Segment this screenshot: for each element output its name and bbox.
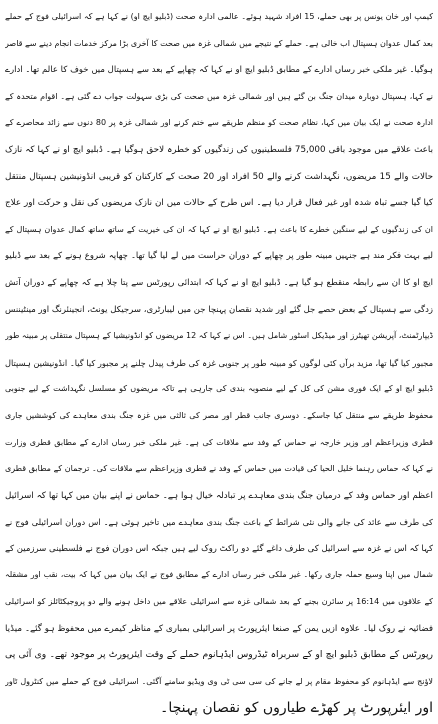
article-text-line: لیے بہت فکر مند ہے جنہیں مبینہ طور پر چھاپے کے دوران حراست میں لے لیا گیا تھا۔ چھاپہ شروع ہونے کے بعد سے ڈبلیو <box>5 251 433 262</box>
article-text-line: اور ایئرپورٹ پر کھڑے طیاروں کو نقصان پہنچا۔ <box>160 700 433 717</box>
article-text-line: زدگی سے ہسپتال کے بعض حصے جل گئے اور شدید نقصان پہنچا جن میں لیبارٹری، سرجیکل یونٹ، انجینئرنگ اور مینٹیننس <box>5 304 433 315</box>
article-text-line: محفوظ طریقے سے منتقل کیا جاسکے۔ دوسری جانب قطر اور مصر کی ثالثی میں غزہ جنگ بندی معاہدے کی کوششیں جاری <box>5 410 433 420</box>
article-text-line: ہوگیا۔ غیر ملکی خبر رساں ادارے کے مطابق ڈبلیو ایچ او نے کہا کہ چھاپے کے بعد سے ہسپتال میں خوف کا عالم تھا۔ ادارے <box>5 65 433 76</box>
article-text-line: ڈبلیو ایچ او کے ایک فوری مشن کی کل کے لیے منصوبہ بندی کی جارہی ہے تاکہ مریضوں کو مسلسل نگہداشت کے لیے جنوبی <box>5 384 433 394</box>
article-text-line: ڈیپارٹمنٹ، آپریشن تھیٹرز اور میڈیکل اسٹور شامل ہیں۔ اس نے کہا کہ 12 مریضوں کو انڈونیشیا کے ہسپتال منتقلی پر مبینہ طور <box>5 331 433 341</box>
article-text-line: کہا کہ اس نے غزہ سے اسرائیل کی طرف داغے گئے دو راکٹ روک لیے ہیں جبکہ اس دوران فوج نے فلسطینی سرزمین کے <box>5 543 433 554</box>
article-text-line: اعظم اور حماس وفد کے درمیان جنگ بندی معاہدے پر تبادلہ خیال ہوا ہے۔ حماس نے اپنے بیان میں کہا تھا کہ اسرائیل <box>5 490 433 501</box>
article-text-line: شمال میں اپنا وسیع حملہ جاری رکھا۔ غیر ملکی خبر رساں ادارے کے مطابق فوج نے ایک بیان میں کہا کہ بیت، نقب اور مشقلہ <box>5 570 433 580</box>
article-text-line: ان کی زندگیوں کے لیے سنگین خطرے کا باعث ہے۔ ڈبلیو ایچ او نے کہا کہ ان کی خیریت کے ساتھ ساتھ کمال عدوان ہسپتال کے <box>5 224 433 234</box>
article-text-line: نے کہا کہ حماس رہنما خلیل الحیا کی قیادت میں حماس کے وفد نے قطری وزیراعظم سے ملاقات کی۔ ترجمان کے مطابق قطری <box>5 464 433 474</box>
article-text-line: کی طرف سے عائد کی جانے والی نئی شرائط کے باعث جنگ بندی معاہدے میں تاخیر ہوئی ہے۔ اس دوران اسرائیلی فوج نے <box>5 517 433 528</box>
article-text-line: بعد کمال عدوان ہسپتال اب خالی ہے۔ حملے کے نتیجے میں شمالی غزہ میں صحت کا آخری بڑا مرکز خدمات انجام دینے سے قاصر <box>5 38 433 48</box>
article-text-line: لاؤنج سے ایڈہانوم کو محفوظ مقام پر لے جانے کی سی سی ٹی وی ویڈیو سامنے آگئی۔ اسرائیلی فوج کے حملے میں کنٹرول ٹاور <box>5 676 433 686</box>
article-text-line: نے کہا، ہسپتال دوبارہ میدان جنگ بن گئے ہیں اور شمالی غزہ میں صحت کی بڑی سہولت جواب دے گئی ہے۔ اقوام متحدہ کے <box>5 91 433 101</box>
article-text-line: کیا گیا جسے تباہ شدہ اور غیر فعال قرار دیا ہے۔ اس طرح کے حالات میں ان نازک مریضوں کی نقل و حرکت اور علاج <box>5 198 433 209</box>
article-text-line: کیمپ اور خان یونس پر بھی حملے، 15 افراد شہید ہوئے۔ عالمی ادارہ صحت (ڈبلیو ایچ او) نے کہا ہے کہ اسرائیلی فوج کے حملے <box>5 12 433 21</box>
article-text-line: ادارہ صحت نے ایک بیان میں کہا، نظام صحت کو منظم طریقے سے ختم کرنے اور شمالی غزہ پر 80 دنوں سے زائد محاصرے کے <box>5 118 433 128</box>
article-text-line: ایچ او کا ان سے رابطہ منقطع ہو گیا ہے۔ ڈبلیو ایچ او نے کہا کہ ابتدائی رپورٹس سے پتا چلا ہے کہ چھاپے کے دوران آتش <box>5 277 433 288</box>
article-text-line: مجبور کیا گیا تھا، مزید برآں کئی لوگوں کو مبینہ طور پر جنوبی غزہ کی طرف پیدل چلنے پر مجبور کیا گیا۔ انڈونیشین ہسپتال <box>5 357 433 368</box>
article-text-line: فضائیہ نے روک لیا۔ علاوہ ازیں یمن کے صنعا ایئرپورٹ پر اسرائیلی بمباری کے مناظر کیمرے میں محفوظ ہو گئے۔ میڈیا <box>5 623 433 634</box>
article-text-line: حالات والے 15 مریضوں، نگہداشت کرنے والے 50 افراد اور 20 صحت کے کارکنان کو قریبی انڈونیشین ہسپتال منتقل <box>5 171 433 182</box>
article-text-line: رپورٹس کے مطابق ڈبلیو ایچ او کے سربراہ ٹیڈروس ایڈہانوم حملے کے وقت ایئرپورٹ پر موجود تھے۔ وی آئی پی <box>5 649 433 661</box>
article-text-line: کے علاقوں میں 16:14 پر سائرن بجنے کے بعد شمالی غزہ سے اسرائیلی علاقے میں داخل ہونے والے دو پروجیکٹائلز کو اسرائیلی <box>5 597 433 607</box>
article-text-line: باعث علاقے میں موجود باقی 75,000 فلسطینیوں کی زندگیوں کو خطرہ لاحق ہوگیا ہے۔ ڈبلیو ایچ او نے کہا کہ نازک <box>5 144 433 155</box>
article-text-line: قطری وزیراعظم اور وزیر خارجہ نے حماس کے وفد سے ملاقات کی ہے۔ غیر ملکی خبر رساں ادارے کے مطابق قطری وزارت <box>5 437 433 447</box>
